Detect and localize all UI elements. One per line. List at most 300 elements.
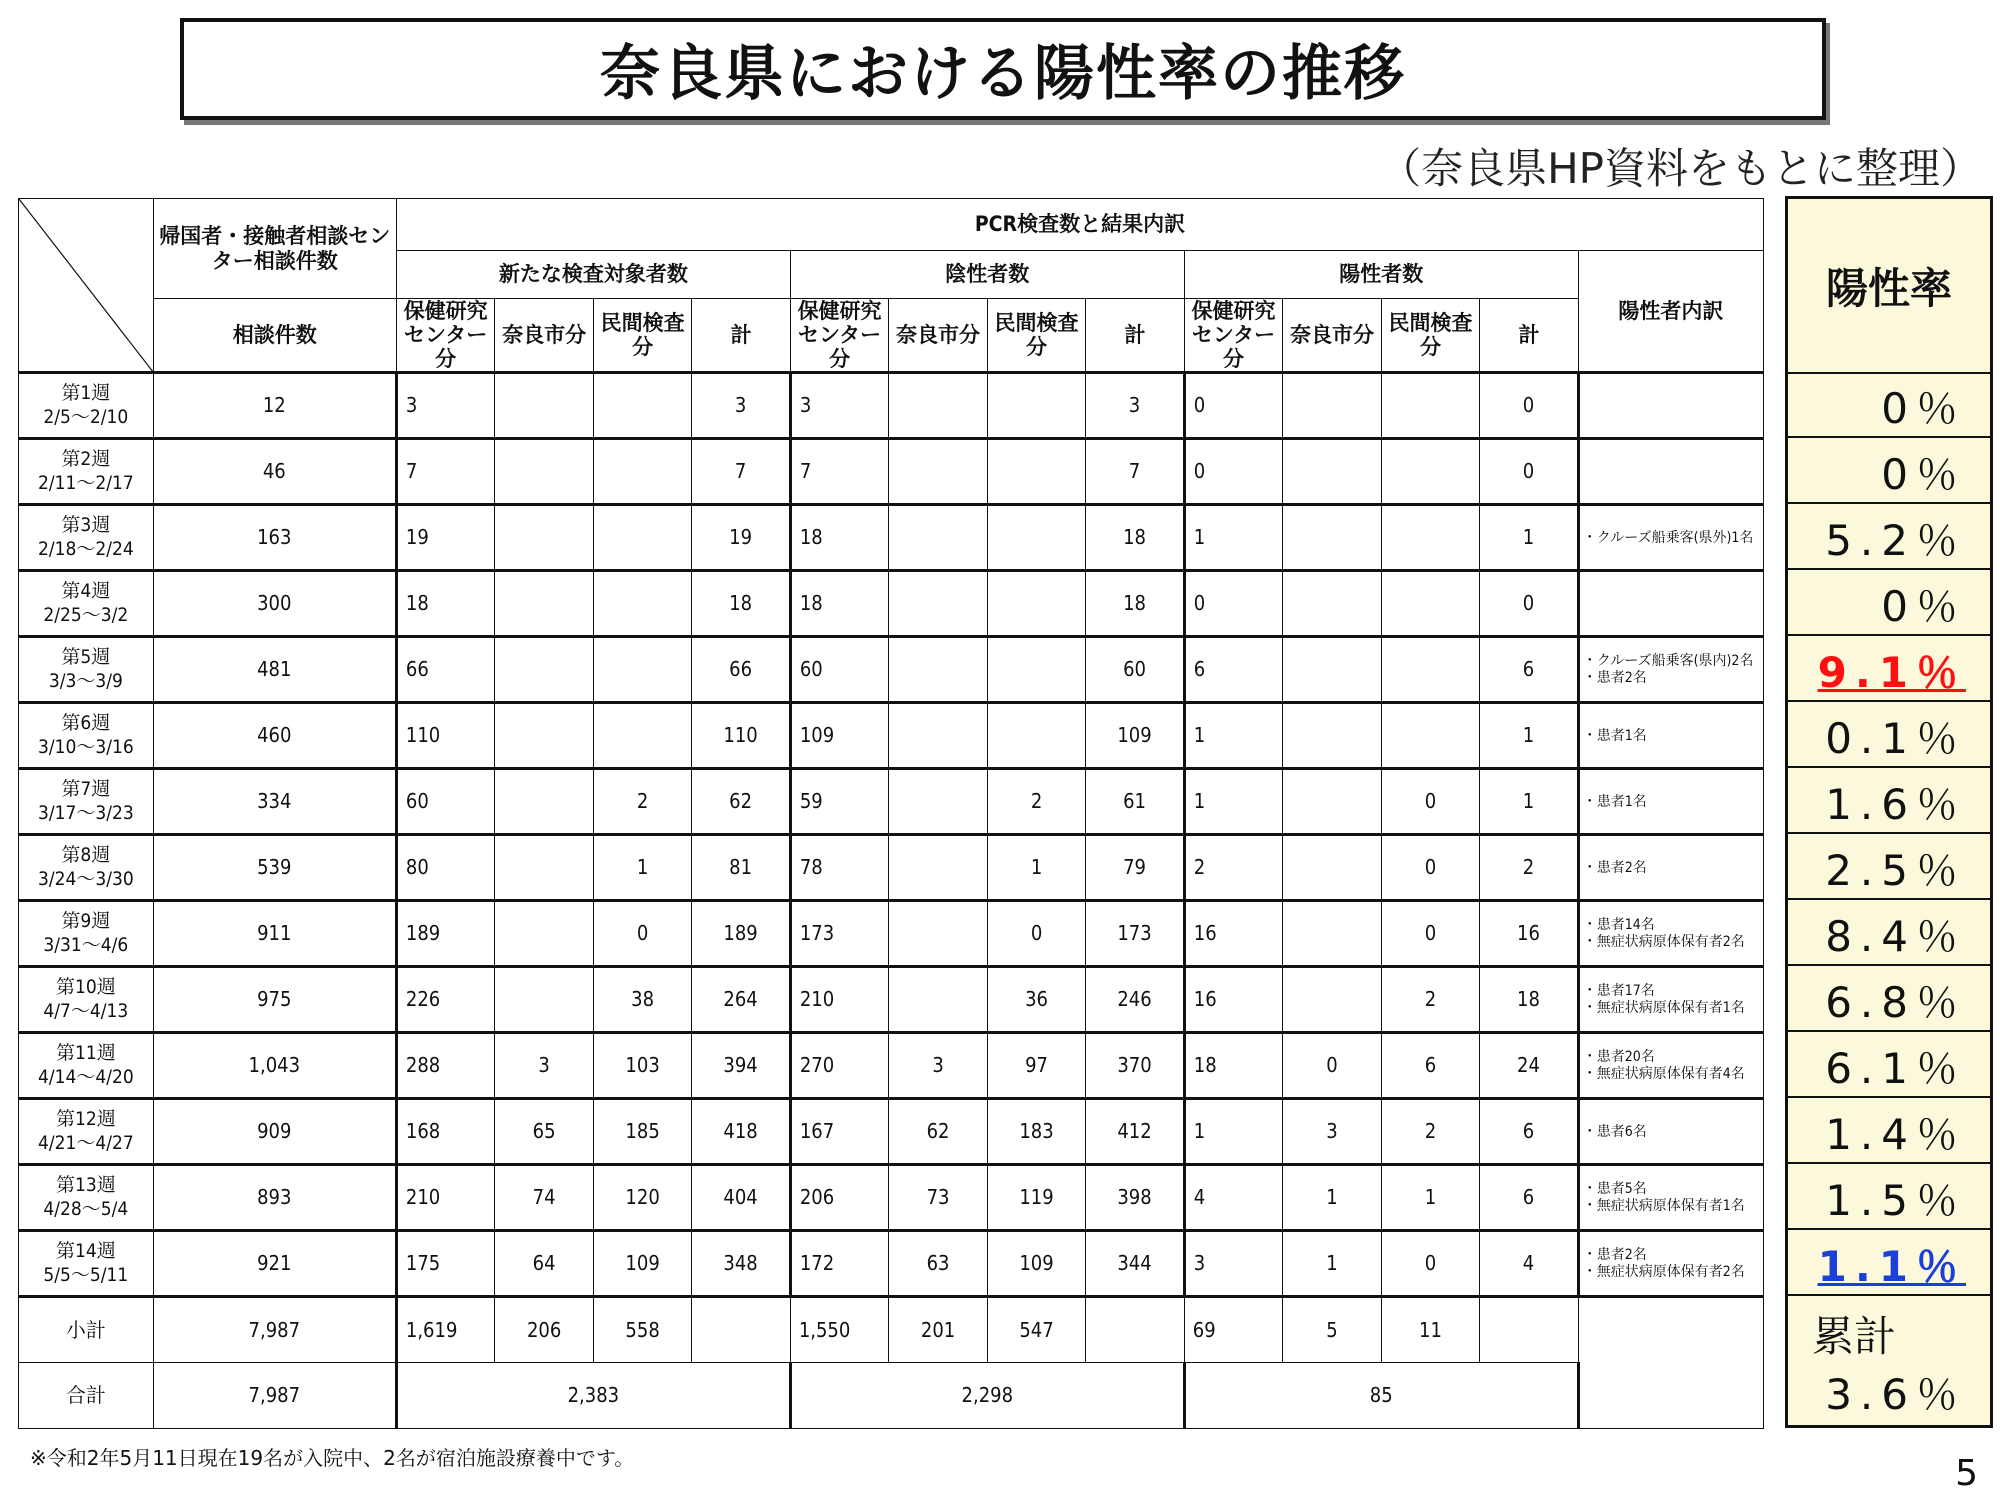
week-dates: 4/14～4/20 xyxy=(37,1065,134,1088)
new-value-cell: 2 xyxy=(593,769,691,835)
pos-value-cell xyxy=(1381,637,1479,703)
neg-value-cell: 270 xyxy=(790,1033,888,1099)
week-dates: 4/21～4/27 xyxy=(37,1131,134,1154)
week-label: 第10週 xyxy=(55,976,116,999)
neg-value-cell: 173 xyxy=(790,901,888,967)
table-row xyxy=(19,703,1764,769)
positive-detail-cell: ・患者1名 xyxy=(1578,769,1763,835)
positivity-rate-column xyxy=(1785,196,1993,1428)
new-value-cell xyxy=(593,703,691,769)
total-pos-cell: 85 xyxy=(1184,1363,1578,1429)
week-dates: 3/3～3/9 xyxy=(48,669,123,692)
pos-value-cell xyxy=(1283,703,1381,769)
neg-value-cell: 183 xyxy=(987,1099,1085,1165)
new-value-cell: 64 xyxy=(495,1231,593,1297)
subtotal-blank-cell xyxy=(1086,1297,1184,1363)
week-label-cell xyxy=(19,1033,154,1099)
pos-value-cell: 1 xyxy=(1480,505,1578,571)
neg-minkan-header: 民間検査分 xyxy=(987,299,1085,373)
new-value-cell: 110 xyxy=(692,703,790,769)
new-value-cell: 7 xyxy=(396,439,494,505)
neg-value-cell: 173 xyxy=(1086,901,1184,967)
pos-value-cell: 0 xyxy=(1381,769,1479,835)
week-label: 第8週 xyxy=(61,844,111,867)
new-value-cell: 168 xyxy=(396,1099,494,1165)
pos-value-cell xyxy=(1283,373,1381,439)
new-value-cell xyxy=(593,505,691,571)
consult-count-cell: 334 xyxy=(153,769,396,835)
positivity-rate-cell: 1.6％ xyxy=(1788,768,1990,834)
positive-detail-cell: ・クルーズ船乗客(県内)2名 ・患者2名 xyxy=(1578,637,1763,703)
neg-value-cell: 73 xyxy=(889,1165,987,1231)
table-row xyxy=(19,901,1764,967)
pos-value-cell: 16 xyxy=(1480,901,1578,967)
positive-breakdown-header: 陽性者内訳 xyxy=(1578,251,1763,373)
pos-value-cell: 4 xyxy=(1480,1231,1578,1297)
consult-count-cell: 909 xyxy=(153,1099,396,1165)
week-label: 第14週 xyxy=(55,1240,116,1263)
table-row xyxy=(19,373,1764,439)
total-detail-blank xyxy=(1578,1363,1763,1429)
neg-hoken-header: 保健研究センター分 xyxy=(790,299,888,373)
new-subjects-header: 新たな検査対象者数 xyxy=(396,251,790,299)
subtotal-pos-cell: 69 xyxy=(1184,1297,1282,1363)
total-row xyxy=(19,1363,1764,1429)
table-row xyxy=(19,571,1764,637)
new-value-cell xyxy=(495,439,593,505)
neg-total-header: 計 xyxy=(1086,299,1184,373)
week-label: 第4週 xyxy=(61,580,111,603)
pos-value-cell: 0 xyxy=(1184,571,1282,637)
week-dates: 2/25～3/2 xyxy=(43,603,129,626)
new-value-cell: 38 xyxy=(593,967,691,1033)
neg-value-cell: 59 xyxy=(790,769,888,835)
positive-detail-cell xyxy=(1578,373,1763,439)
neg-value-cell: 60 xyxy=(790,637,888,703)
new-value-cell: 288 xyxy=(396,1033,494,1099)
pos-value-cell: 18 xyxy=(1184,1033,1282,1099)
pos-value-cell: 2 xyxy=(1480,835,1578,901)
week-label: 第12週 xyxy=(55,1108,116,1131)
neg-value-cell xyxy=(987,439,1085,505)
table-row xyxy=(19,1099,1764,1165)
positivity-rate-cell: 0％ xyxy=(1788,372,1990,438)
week-label: 第9週 xyxy=(61,910,111,933)
pos-value-cell: 0 xyxy=(1381,901,1479,967)
week-label-cell xyxy=(19,901,154,967)
pos-value-cell xyxy=(1381,703,1479,769)
neg-value-cell xyxy=(987,637,1085,703)
new-value-cell xyxy=(495,571,593,637)
neg-value-cell xyxy=(889,571,987,637)
week-dates: 3/10～3/16 xyxy=(37,735,134,758)
new-value-cell: 3 xyxy=(396,373,494,439)
new-value-cell xyxy=(495,967,593,1033)
new-value-cell: 120 xyxy=(593,1165,691,1231)
subtotal-new-cell: 1,619 xyxy=(396,1297,494,1363)
pos-value-cell: 0 xyxy=(1184,373,1282,439)
table-row xyxy=(19,505,1764,571)
week-dates: 3/24～3/30 xyxy=(37,867,134,890)
week-label-cell xyxy=(19,637,154,703)
new-value-cell: 19 xyxy=(396,505,494,571)
positive-detail-cell: ・患者2名 ・無症状病原体保有者2名 xyxy=(1578,1231,1763,1297)
neg-value-cell: 206 xyxy=(790,1165,888,1231)
pos-value-cell xyxy=(1381,439,1479,505)
table-row xyxy=(19,1231,1764,1297)
neg-value-cell: 79 xyxy=(1086,835,1184,901)
new-value-cell xyxy=(593,637,691,703)
week-label-cell xyxy=(19,1231,154,1297)
table-row xyxy=(19,637,1764,703)
cumulative-label: 累計 xyxy=(1812,1312,1897,1361)
subtotal-detail-blank xyxy=(1578,1297,1763,1363)
pos-value-cell: 1 xyxy=(1184,769,1282,835)
neg-value-cell: 18 xyxy=(1086,571,1184,637)
neg-value-cell xyxy=(889,373,987,439)
consult-count-cell: 911 xyxy=(153,901,396,967)
pos-value-cell xyxy=(1283,769,1381,835)
positivity-rate-cell: 9.1％ xyxy=(1788,636,1990,702)
new-value-cell xyxy=(495,505,593,571)
neg-value-cell: 1 xyxy=(987,835,1085,901)
new-value-cell: 80 xyxy=(396,835,494,901)
pcr-results-table xyxy=(18,198,1764,1429)
neg-value-cell: 7 xyxy=(1086,439,1184,505)
total-label: 合計 xyxy=(19,1363,154,1429)
new-value-cell: 3 xyxy=(692,373,790,439)
new-value-cell xyxy=(495,703,593,769)
new-minkan-header: 民間検査分 xyxy=(593,299,691,373)
pos-value-cell: 6 xyxy=(1381,1033,1479,1099)
pos-value-cell xyxy=(1283,571,1381,637)
neg-value-cell: 78 xyxy=(790,835,888,901)
pos-value-cell: 3 xyxy=(1184,1231,1282,1297)
consult-count-cell: 539 xyxy=(153,835,396,901)
new-value-cell: 175 xyxy=(396,1231,494,1297)
neg-value-cell: 370 xyxy=(1086,1033,1184,1099)
neg-value-cell: 0 xyxy=(987,901,1085,967)
neg-value-cell xyxy=(889,505,987,571)
pos-value-cell xyxy=(1283,439,1381,505)
pos-value-cell: 0 xyxy=(1184,439,1282,505)
positivity-rate-cell: 6.8％ xyxy=(1788,966,1990,1032)
neg-value-cell xyxy=(987,703,1085,769)
pos-value-cell xyxy=(1381,505,1479,571)
week-label: 第1週 xyxy=(61,382,111,405)
table-row xyxy=(19,967,1764,1033)
subtotal-blank-cell xyxy=(1480,1297,1578,1363)
positivity-rate-cell: 8.4％ xyxy=(1788,900,1990,966)
table-row xyxy=(19,1033,1764,1099)
neg-value-cell: 210 xyxy=(790,967,888,1033)
neg-value-cell xyxy=(889,901,987,967)
table-row xyxy=(19,1165,1764,1231)
consult-count-cell: 300 xyxy=(153,571,396,637)
week-dates: 3/17～3/23 xyxy=(37,801,134,824)
new-value-cell xyxy=(495,901,593,967)
subtotal-new-cell: 558 xyxy=(593,1297,691,1363)
positivity-rate-cell: 1.1％ xyxy=(1788,1230,1990,1296)
positivity-rate-cell: 1.5％ xyxy=(1788,1164,1990,1230)
consult-group-header: 帰国者・接触者相談センター相談件数 xyxy=(153,199,396,299)
week-dates: 2/5～2/10 xyxy=(43,405,129,428)
pos-hoken-header: 保健研究センター分 xyxy=(1184,299,1282,373)
table-row xyxy=(19,439,1764,505)
neg-value-cell: 246 xyxy=(1086,967,1184,1033)
week-label-cell xyxy=(19,373,154,439)
consult-count-cell: 460 xyxy=(153,703,396,769)
week-label: 第13週 xyxy=(55,1174,116,1197)
new-value-cell: 394 xyxy=(692,1033,790,1099)
new-value-cell xyxy=(495,637,593,703)
page-number: 5 xyxy=(1955,1453,1978,1494)
new-value-cell: 210 xyxy=(396,1165,494,1231)
cumulative-rate-cell xyxy=(1788,1294,1990,1425)
pos-value-cell: 3 xyxy=(1283,1099,1381,1165)
week-label: 第11週 xyxy=(55,1042,116,1065)
week-dates: 5/5～5/11 xyxy=(43,1263,129,1286)
positive-header: 陽性者数 xyxy=(1184,251,1578,299)
new-value-cell: 110 xyxy=(396,703,494,769)
neg-value-cell: 3 xyxy=(790,373,888,439)
positive-detail-cell: ・患者14名 ・無症状病原体保有者2名 xyxy=(1578,901,1763,967)
neg-value-cell: 344 xyxy=(1086,1231,1184,1297)
source-note: （奈良県HP資料をもとに整理） xyxy=(1379,144,1982,193)
pos-value-cell: 2 xyxy=(1184,835,1282,901)
neg-value-cell: 109 xyxy=(1086,703,1184,769)
consult-count-cell: 1,043 xyxy=(153,1033,396,1099)
new-value-cell: 348 xyxy=(692,1231,790,1297)
consult-count-cell: 975 xyxy=(153,967,396,1033)
week-label-cell xyxy=(19,505,154,571)
week-dates: 2/18～2/24 xyxy=(37,537,134,560)
subtotal-row xyxy=(19,1297,1764,1363)
new-value-cell: 81 xyxy=(692,835,790,901)
pos-value-cell: 6 xyxy=(1480,1165,1578,1231)
new-value-cell: 103 xyxy=(593,1033,691,1099)
pos-value-cell: 6 xyxy=(1184,637,1282,703)
pos-nara-header: 奈良市分 xyxy=(1283,299,1381,373)
neg-value-cell: 412 xyxy=(1086,1099,1184,1165)
subtotal-neg-cell: 1,550 xyxy=(790,1297,888,1363)
page-title: 奈良県における陽性率の推移 xyxy=(180,18,1826,120)
positive-detail-cell: ・クルーズ船乗客(県外)1名 xyxy=(1578,505,1763,571)
pos-value-cell: 6 xyxy=(1480,1099,1578,1165)
pos-value-cell: 0 xyxy=(1381,1231,1479,1297)
positivity-rate-cell: 6.1％ xyxy=(1788,1032,1990,1098)
positivity-rate-cell: 0.1％ xyxy=(1788,702,1990,768)
new-value-cell: 65 xyxy=(495,1099,593,1165)
pos-value-cell: 0 xyxy=(1480,439,1578,505)
pos-value-cell: 1 xyxy=(1283,1231,1381,1297)
consult-count-cell: 163 xyxy=(153,505,396,571)
week-label-cell xyxy=(19,967,154,1033)
subtotal-neg-cell: 547 xyxy=(987,1297,1085,1363)
new-value-cell xyxy=(593,439,691,505)
positive-detail-cell xyxy=(1578,439,1763,505)
new-value-cell xyxy=(593,373,691,439)
neg-value-cell: 62 xyxy=(889,1099,987,1165)
new-value-cell xyxy=(593,571,691,637)
pos-value-cell: 1 xyxy=(1184,703,1282,769)
week-label-cell xyxy=(19,769,154,835)
pos-value-cell xyxy=(1381,571,1479,637)
week-label: 第2週 xyxy=(61,448,111,471)
week-label-cell xyxy=(19,1099,154,1165)
neg-value-cell: 61 xyxy=(1086,769,1184,835)
new-value-cell: 3 xyxy=(495,1033,593,1099)
pos-value-cell: 6 xyxy=(1480,637,1578,703)
week-label-cell xyxy=(19,1165,154,1231)
neg-nara-header: 奈良市分 xyxy=(889,299,987,373)
consult-count-cell: 893 xyxy=(153,1165,396,1231)
week-label: 第5週 xyxy=(61,646,111,669)
subtotal-label: 小計 xyxy=(19,1297,154,1363)
positive-detail-cell: ・患者20名 ・無症状病原体保有者4名 xyxy=(1578,1033,1763,1099)
new-value-cell: 404 xyxy=(692,1165,790,1231)
new-value-cell: 60 xyxy=(396,769,494,835)
week-label-cell xyxy=(19,835,154,901)
footnote: ※令和2年5月11日現在19名が入院中、2名が宿泊施設療養中です。 xyxy=(30,1446,635,1470)
consult-count-cell: 46 xyxy=(153,439,396,505)
subtotal-blank-cell xyxy=(692,1297,790,1363)
positivity-rate-cell: 0％ xyxy=(1788,438,1990,504)
week-label-cell xyxy=(19,439,154,505)
new-value-cell xyxy=(495,835,593,901)
neg-value-cell: 3 xyxy=(1086,373,1184,439)
neg-value-cell xyxy=(889,835,987,901)
new-value-cell: 109 xyxy=(593,1231,691,1297)
neg-value-cell: 398 xyxy=(1086,1165,1184,1231)
week-label: 第3週 xyxy=(61,514,111,537)
total-new-cell: 2,383 xyxy=(396,1363,790,1429)
pos-value-cell: 0 xyxy=(1283,1033,1381,1099)
pos-value-cell: 4 xyxy=(1184,1165,1282,1231)
pos-value-cell: 1 xyxy=(1283,1165,1381,1231)
neg-value-cell xyxy=(987,505,1085,571)
pos-value-cell: 2 xyxy=(1381,967,1479,1033)
neg-value-cell xyxy=(889,439,987,505)
new-value-cell: 74 xyxy=(495,1165,593,1231)
pos-value-cell xyxy=(1283,901,1381,967)
positive-detail-cell: ・患者6名 xyxy=(1578,1099,1763,1165)
positivity-rate-header: 陽性率 xyxy=(1788,199,1990,374)
week-label-cell xyxy=(19,703,154,769)
neg-value-cell: 18 xyxy=(790,505,888,571)
new-total-header: 計 xyxy=(692,299,790,373)
new-value-cell: 189 xyxy=(396,901,494,967)
new-value-cell: 66 xyxy=(396,637,494,703)
positive-detail-cell: ・患者17名 ・無症状病原体保有者1名 xyxy=(1578,967,1763,1033)
neg-value-cell: 119 xyxy=(987,1165,1085,1231)
table-row xyxy=(19,835,1764,901)
subtotal-consult-cell: 7,987 xyxy=(153,1297,396,1363)
pos-total-header: 計 xyxy=(1480,299,1578,373)
subtotal-neg-cell: 201 xyxy=(889,1297,987,1363)
new-value-cell: 185 xyxy=(593,1099,691,1165)
new-value-cell: 418 xyxy=(692,1099,790,1165)
table-row xyxy=(19,769,1764,835)
new-value-cell: 66 xyxy=(692,637,790,703)
positive-detail-cell: ・患者5名 ・無症状病原体保有者1名 xyxy=(1578,1165,1763,1231)
pos-value-cell: 0 xyxy=(1480,373,1578,439)
neg-value-cell: 36 xyxy=(987,967,1085,1033)
neg-value-cell: 18 xyxy=(1086,505,1184,571)
new-nara-header: 奈良市分 xyxy=(495,299,593,373)
pos-value-cell: 16 xyxy=(1184,967,1282,1033)
neg-value-cell: 2 xyxy=(987,769,1085,835)
neg-value-cell xyxy=(889,703,987,769)
week-dates: 3/31～4/6 xyxy=(43,933,129,956)
pos-value-cell xyxy=(1381,373,1479,439)
new-value-cell xyxy=(495,769,593,835)
pos-value-cell: 1 xyxy=(1184,1099,1282,1165)
week-label: 第6週 xyxy=(61,712,111,735)
pos-value-cell: 1 xyxy=(1480,703,1578,769)
neg-value-cell: 109 xyxy=(987,1231,1085,1297)
cumulative-rate-value: 3.6％ xyxy=(1825,1370,1966,1419)
neg-value-cell xyxy=(889,967,987,1033)
new-value-cell: 189 xyxy=(692,901,790,967)
new-value-cell: 264 xyxy=(692,967,790,1033)
neg-value-cell: 97 xyxy=(987,1033,1085,1099)
diagonal-corner-cell xyxy=(19,199,154,373)
consult-count-cell: 481 xyxy=(153,637,396,703)
neg-value-cell xyxy=(889,637,987,703)
pos-value-cell: 2 xyxy=(1381,1099,1479,1165)
pos-value-cell: 18 xyxy=(1480,967,1578,1033)
neg-value-cell: 7 xyxy=(790,439,888,505)
new-hoken-header: 保健研究センター分 xyxy=(396,299,494,373)
neg-value-cell: 63 xyxy=(889,1231,987,1297)
new-value-cell: 18 xyxy=(396,571,494,637)
week-label-cell xyxy=(19,571,154,637)
neg-value-cell: 18 xyxy=(790,571,888,637)
new-value-cell: 226 xyxy=(396,967,494,1033)
pos-value-cell xyxy=(1283,967,1381,1033)
positive-detail-cell xyxy=(1578,571,1763,637)
pos-value-cell: 1 xyxy=(1184,505,1282,571)
week-dates: 4/7～4/13 xyxy=(43,999,129,1022)
pos-value-cell: 24 xyxy=(1480,1033,1578,1099)
positivity-rate-cell: 2.5％ xyxy=(1788,834,1990,900)
new-value-cell: 62 xyxy=(692,769,790,835)
negative-header: 陰性者数 xyxy=(790,251,1184,299)
subtotal-pos-cell: 5 xyxy=(1283,1297,1381,1363)
neg-value-cell xyxy=(987,571,1085,637)
positivity-rate-cell: 0％ xyxy=(1788,570,1990,636)
week-dates: 4/28～5/4 xyxy=(43,1197,129,1220)
week-label: 第7週 xyxy=(61,778,111,801)
new-value-cell xyxy=(495,373,593,439)
pos-minkan-header: 民間検査分 xyxy=(1381,299,1479,373)
neg-value-cell: 3 xyxy=(889,1033,987,1099)
new-value-cell: 0 xyxy=(593,901,691,967)
positivity-rate-cell: 1.4％ xyxy=(1788,1098,1990,1164)
subtotal-new-cell: 206 xyxy=(495,1297,593,1363)
neg-value-cell: 172 xyxy=(790,1231,888,1297)
new-value-cell: 18 xyxy=(692,571,790,637)
neg-value-cell xyxy=(889,769,987,835)
new-value-cell: 19 xyxy=(692,505,790,571)
new-value-cell: 1 xyxy=(593,835,691,901)
total-neg-cell: 2,298 xyxy=(790,1363,1184,1429)
week-dates: 2/11～2/17 xyxy=(37,471,134,494)
pos-value-cell: 1 xyxy=(1480,769,1578,835)
pos-value-cell: 1 xyxy=(1381,1165,1479,1231)
pos-value-cell: 16 xyxy=(1184,901,1282,967)
